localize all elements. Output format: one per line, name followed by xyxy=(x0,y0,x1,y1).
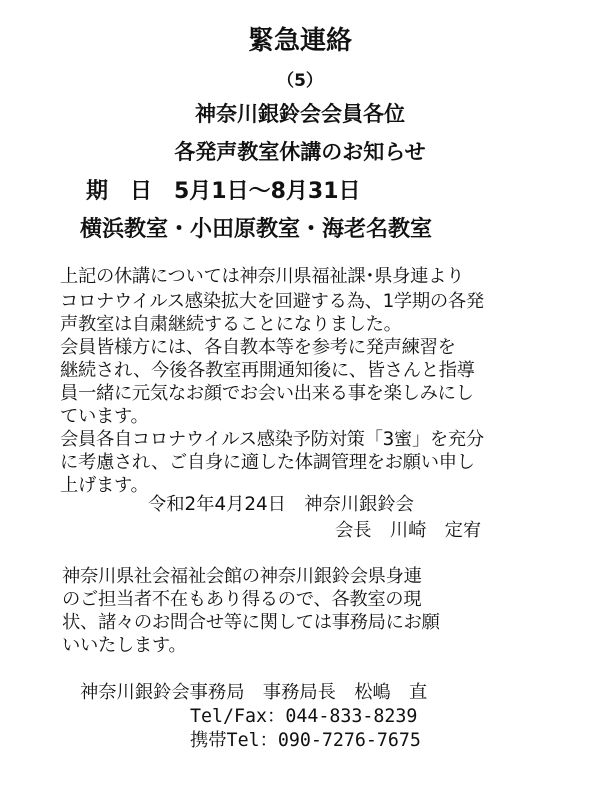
body-line: 上げます。 xyxy=(60,475,149,496)
mobile-tel: 携帯Tel：090-7276-7675 xyxy=(190,730,421,751)
body-line: コロナウイルス感染拡大を回避する為、1学期の各発 xyxy=(60,291,484,312)
body-line: 上記の休講については神奈川県福祉課･県身連より xyxy=(60,266,465,287)
body-line: 員一緒に元気なお顔でお会い出来る事を楽しみにし xyxy=(60,383,474,404)
signature-president: 会長 川崎 定宥 xyxy=(335,520,482,541)
tel-fax: Tel/Fax：044-833-8239 xyxy=(190,706,418,727)
body-line: に考慮され、ご自身に適した体調管理をお願い申し xyxy=(60,452,475,473)
body-line: 継続され、今後各教室再開通知後に、皆さんと指導 xyxy=(60,360,475,381)
addressee-heading: 神奈川銀鈴会会員各位 xyxy=(195,102,405,126)
body-line: 会員皆様方には、各自教本等を参考に発声練習を xyxy=(60,337,456,358)
classrooms-line: 横浜教室・小田原教室・海老名教室 xyxy=(80,217,433,242)
notice-title: 緊急連絡 xyxy=(247,26,352,56)
subject-heading: 各発声教室休講のお知らせ xyxy=(174,140,426,164)
contact-line: 神奈川県社会福祉会館の神奈川銀鈴会県身連 xyxy=(62,566,422,587)
contact-line: いいたします。 xyxy=(62,635,187,656)
contact-line: のご担当者不在もあり得るので、各教室の現 xyxy=(62,589,422,610)
notice-number: （5） xyxy=(277,71,323,91)
contact-line: 状、諸々のお問合せ等に関しては事務局にお願 xyxy=(62,612,440,633)
body-line: 会員各自コロナウイルス感染予防対策「3蜜」を充分 xyxy=(60,429,484,450)
office-name: 神奈川銀鈴会事務局 事務局長 松嶋 直 xyxy=(80,682,428,703)
body-line: 声教室は自粛継続することになりました。 xyxy=(60,314,402,335)
body-line: ています。 xyxy=(60,406,149,427)
period-line: 期 日 5月1日～8月31日 xyxy=(86,179,361,204)
signature-date-org: 令和2年4月24日 神奈川銀鈴会 xyxy=(148,494,414,515)
